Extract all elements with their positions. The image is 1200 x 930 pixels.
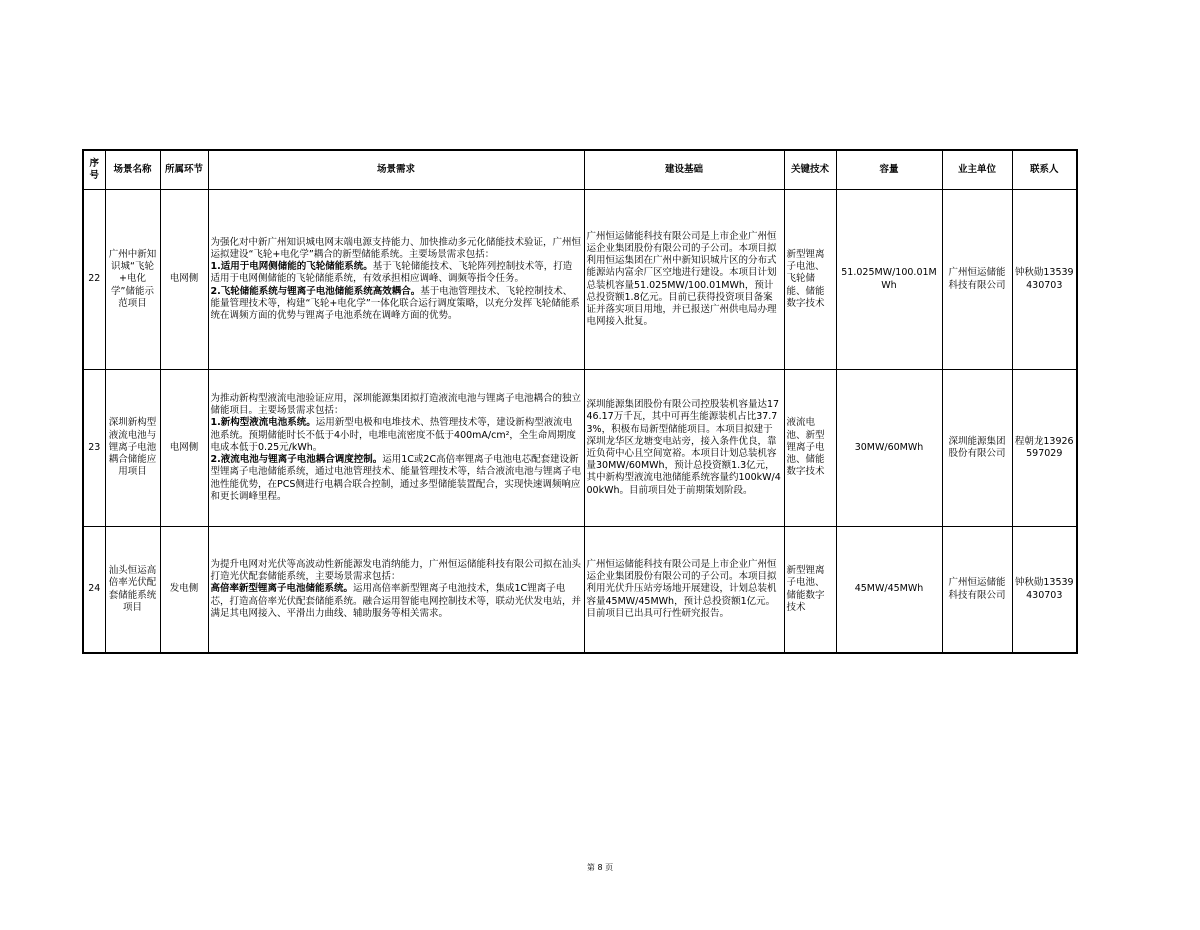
req-item-text: 运用1C或2C高倍率锂离子电池电芯配套建设新型锂离子电池储能系统，通过电池管理技术、能量管理技术等，结合液流电池与锂离子电池性能优势，在PCS侧进行电耦合联合控制，通过多型储能装置配合，实现快速调频响应和更长调峰里程。 — [210, 454, 582, 502]
row-contact: 程朝龙13926597029 — [1012, 370, 1077, 527]
header-requirement: 场景需求 — [208, 150, 584, 190]
req-item-title: 1.适用于电网侧储能的飞轮储能系统。 — [210, 261, 373, 273]
row-no: 23 — [83, 370, 105, 527]
row-base: 广州恒运储能科技有限公司是上市企业广州恒运企业集团股份有限公司的子公司。本项目拟利用光伏升压站旁场地开展建设，计划总装机容量45MW/45MWh，预计总投资额1亿元。目前项目已出具可行性研究报告。 — [584, 527, 784, 654]
row-name: 深圳新构型液流电池与锂离子电池耦合储能应用项目 — [105, 370, 160, 527]
req-item-text: 基于电池管理技术、飞轮控制技术、能量管理技术等，构建“飞轮+电化学”一体化联合运行调度策略，以充分发挥飞轮储能系统在调频方面的优势与锂离子电池系统在调峰方面的优势。 — [210, 285, 580, 321]
header-owner: 业主单位 — [942, 150, 1012, 190]
row-capacity: 30MW/60MWh — [836, 370, 942, 527]
header-base: 建设基础 — [584, 150, 784, 190]
req-item — [211, 417, 582, 454]
header-row — [83, 150, 1077, 190]
req-intro: 为强化对中新广州知识城电网末端电源支持能力、加快推动多元化储能技术验证，广州恒运拟建设“飞轮+电化学”耦合的新型储能系统。主要场景需求包括： — [210, 236, 582, 260]
req-item-text: 基于飞轮储能技术、飞轮阵列控制技术等，打造适用于电网侧储能的飞轮储能系统，有效承担相应调峰、调频等指令任务。 — [210, 261, 573, 285]
row-owner: 深圳能源集团股份有限公司 — [942, 370, 1012, 527]
row-segment: 电网侧 — [160, 190, 208, 370]
header-tech: 关键技术 — [784, 150, 836, 190]
table-row — [83, 190, 1077, 370]
row-owner: 广州恒运储能科技有限公司 — [942, 527, 1012, 654]
row-base: 广州恒运储能科技有限公司是上市企业广州恒运企业集团股份有限公司的子公司。本项目拟利用恒运集团在广州中新知识城片区的分布式能源站内富余厂区空地进行建设。本项目计划总装机容量51.025MW/100.01MWh，预计总投资额1.8亿元。目前已获得投资项目备案证并落实项目用地，并已报送广州供电局办理电网接入批复。 — [584, 190, 784, 370]
header-segment: 所属环节 — [160, 150, 208, 190]
row-name: 广州中新知识城“飞轮+电化学”储能示范项目 — [105, 190, 160, 370]
header-contact: 联系人 — [1012, 150, 1077, 190]
row-contact: 钟秋勋13539430703 — [1012, 527, 1077, 654]
row-requirement — [208, 190, 584, 370]
req-intro: 为推动新构型液流电池验证应用，深圳能源集团拟打造液流电池与锂离子电池耦合的独立储能项目。主要场景需求包括： — [210, 393, 582, 417]
req-item — [211, 583, 582, 620]
row-tech: 新型锂离子电池、飞轮储能、储能数字技术 — [784, 190, 836, 370]
table-row — [83, 370, 1077, 527]
row-segment: 电网侧 — [160, 370, 208, 527]
row-base: 深圳能源集团股份有限公司控股装机容量达1746.17万千瓦，其中可再生能源装机占比37.73%，积极布局新型储能项目。本项目拟建于深圳龙华区龙塘变电站旁，接入条件优良，靠近负荷中心且空间宽裕。本项目计划总装机容量30MW/60MWh，预计总投资额1.3亿元，其中新构型液流电池储能系统容量约100kW/400kWh。目前项目处于前期策划阶段。 — [584, 370, 784, 527]
project-table — [82, 149, 1078, 654]
req-item-text: 运用新型电极和电堆技术、热管理技术等，建设新构型液流电池系统。预期储能时长不低于4小时，电堆电流密度不低于400mA/cm²，全生命周期度电成本低于0.25元/kWh。 — [210, 417, 576, 453]
req-item-title: 高倍率新型锂离子电池储能系统。 — [210, 583, 354, 595]
row-tech: 液流电池、新型锂离子电池、储能数字技术 — [784, 370, 836, 527]
row-requirement — [208, 527, 584, 654]
row-no: 22 — [83, 190, 105, 370]
row-no: 24 — [83, 527, 105, 654]
req-item-title: 1.新构型液流电池系统。 — [210, 417, 316, 429]
row-requirement — [208, 370, 584, 527]
req-item-title: 2.飞轮储能系统与锂离子电池储能系统高效耦合。 — [210, 285, 421, 297]
row-owner: 广州恒运储能科技有限公司 — [942, 190, 1012, 370]
table-row — [83, 527, 1077, 654]
row-contact: 钟秋勋13539430703 — [1012, 190, 1077, 370]
row-name: 汕头恒运高倍率光伏配套储能系统项目 — [105, 527, 160, 654]
req-item-text: 运用高倍率新型锂离子电池技术，集成1C锂离子电芯，打造高倍率光伏配套储能系统。融合运用智能电网控制技术等，联动光伏发电站，并满足其电网接入、平滑出力曲线、辅助服务等相关需求。 — [210, 583, 582, 619]
req-item-title: 2.液流电池与锂离子电池耦合调度控制。 — [210, 454, 383, 466]
req-item — [211, 261, 582, 285]
header-name: 场景名称 — [105, 150, 160, 190]
row-capacity: 45MW/45MWh — [836, 527, 942, 654]
row-capacity: 51.025MW/100.01MWh — [836, 190, 942, 370]
header-no: 序号 — [83, 150, 105, 190]
req-item — [211, 286, 582, 323]
row-segment: 发电侧 — [160, 527, 208, 654]
row-tech: 新型锂离子电池、储能数字技术 — [784, 527, 836, 654]
req-intro: 为提升电网对光伏等高波动性新能源发电消纳能力，广州恒运储能科技有限公司拟在汕头打造光伏配套储能系统，主要场景需求包括： — [210, 558, 582, 583]
page-number: 第 8 页 — [586, 863, 614, 872]
header-capacity: 容量 — [836, 150, 942, 190]
req-item — [211, 454, 582, 503]
